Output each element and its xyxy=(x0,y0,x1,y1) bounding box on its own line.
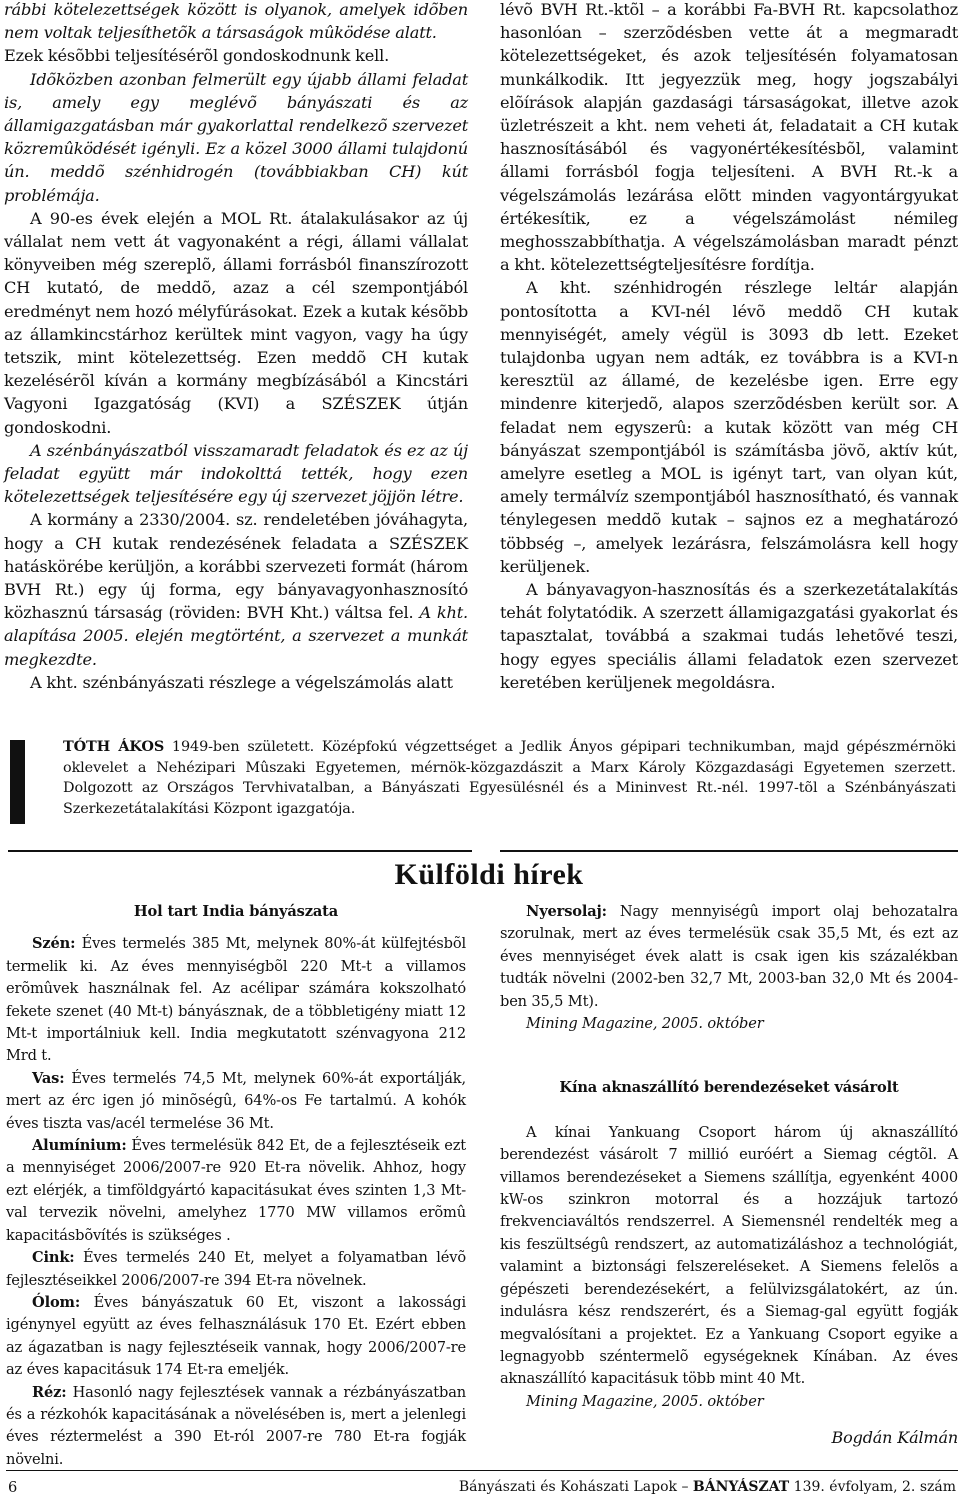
paragraph: Ezek késõbbi teljesítésérõl gondoskodnunk kell. xyxy=(4,46,390,66)
paragraph: A 90-es évek elején a MOL Rt. átalakulásakor az új vállalat nem vett át vagyonaként a régi, állami vállalat könyveiben még szereplõ, állami forrásból finanszírozott CH kutató, de meddõ, azaz a cél szempontjából eredményt nem hozó mélyfúrásokat. Ezek a kutak késõbb az államkincstárhoz kerültek mint vagyon, vagy ha úgy tetszik, mint kötelezettség. Ezen meddõ CH kutak kezelésérõl kíván a kormány megbízásából a Kincstári Vagyoni Igazgatóság (KVI) a SZÉSZEK útján gondoskodni. xyxy=(4,208,468,437)
source-citation: Mining Magazine, 2005. október xyxy=(526,1392,764,1410)
journal-prefix: Bányászati és Kohászati Lapok – xyxy=(458,1479,693,1495)
news-section-title: Külföldi hírek xyxy=(380,858,598,892)
text-span: A kht. alapítása 2005. elején megtörtént, a szervezet a munkát megkezdte. xyxy=(4,603,468,669)
item-label: Réz: xyxy=(32,1383,67,1401)
news-item xyxy=(6,1135,466,1247)
text-span: Ez a közel 3000 állami tulajdonú ún. meddõ szénhidrogén (továbbiakban CH) kút problémája. xyxy=(4,139,469,205)
item-text: Éves termelésük 842 Et, de a fejlesztéseik ezt a mennyiséget 2006/2007-re 920 Et-ra növelik. Ahhoz, hogy ezt elérjék, a timföldgyártó kapacitásukat éves szinten 1,3 Mt-val tervezik növelni, amelyhez 1770 MW villamos erõmû kapacitásbõvítés is szükséges . xyxy=(6,1137,466,1244)
item-label: Vas: xyxy=(32,1069,65,1087)
news-item xyxy=(6,933,466,1067)
news-paragraph: A kínai Yankuang Csoport három új aknaszállító berendezést vásárolt 7 millió euróért a Siemag cégtõl. A villamos berendezéseket a Siemens szállítja, egyenként 4000 kW-os szinkron motorral és a hozzájuk tartozó frekvenciaváltós rendszerrel. A Siemensnél rendelték meg a kis feszültségû rendszert, az automatizáláshoz a technológiát, valamint a biztonsági felszereléseket. A Siemens felelõs a gépészeti berendezésekért, a felülvizsgálatokért, az ún. indulásra kész rendszerért, és a Siemag-gal együtt fogják megvalósítani a projektet. Ez a Yankuang Csoport egyike a legnagyobb széntermelõ egységeknek Kínában. Az éves aknaszállító kapacitásuk több mint 40 Mt. xyxy=(500,1123,958,1388)
paragraph: A szénbányászatból visszamaradt feladatok és ez az új feladat együtt már indokolttá tették, hogy ezen kötelezettségek teljesítésére egy új szervezet jöjjön létre. xyxy=(4,440,468,507)
bio-marker-bar xyxy=(10,740,25,824)
journal-issue: 139. évfolyam, 2. szám xyxy=(789,1479,956,1495)
text-span: Idõközben azonban felmerült egy újabb állami feladat is, amely egy meglévõ bányászati és az államigazgatásban már gyakorlattal rendelkezõ szervezet közremûködését igényli. xyxy=(4,69,468,159)
india-heading: Hol tart India bányászata xyxy=(133,903,339,920)
item-label: Cink: xyxy=(32,1249,75,1267)
item-text: Éves termelés 74,5 Mt, melynek 60%-át exportálják, mert az érc igen jó minõségû, 64%-os Fe tartalmú. A kohók éves tiszta vas/acél termelése 36 Mt. xyxy=(6,1069,466,1132)
china-heading: Kína aknaszállító berendezéseket vásárolt xyxy=(559,1079,899,1097)
news-item xyxy=(6,1247,466,1292)
text-span: rábbi kötelezettségek között is olyanok, amelyek idõben nem voltak teljesíthetõk a társaságok mûködése alatt. xyxy=(4,0,468,43)
source-citation: Mining Magazine, 2005. október xyxy=(526,1015,764,1033)
paragraph xyxy=(4,508,468,670)
author-bio-text: 1949-ben született. Középfokú végzettséget a Jedlik Ányos gépipari technikumban, majd gépészmérnöki oklevelet a Nehézipari Mûszaki Egyetemen, mérnök-közgazdászit a Marx Károly Közgazdasági Egyetemen szerzett. Dolgozott az Országos Tervhivatalban, a Bányászati Egyesülésnél és a Mininvest Rt.-nél. 1997-tõl a Szénbányászati Szerkezetátalakítási Központ igazgatója. xyxy=(63,739,957,817)
item-label: Nyersolaj: xyxy=(526,903,607,920)
india-news-column xyxy=(6,901,466,1471)
news-item xyxy=(6,1068,466,1135)
paragraph xyxy=(4,68,468,207)
paragraph: A kht. szénhidrogén részlege leltár alapján pontosította a KVI-nél lévõ meddõ CH kutak mennyiségét, amely végül is 3093 db lett. Ezeket tulajdonba ugyan nem adták, ez továbbra is a KVI-n keresztül az államé, de kezelésbe igen. Erre egy mindenre kiterjedõ, alapos szerzõdésben került sor. A feladat nem egyszerû: a kutak között van még CH bányászat szempontjából is számításba jövõ, aktív kút, amelyre esetleg a MOL is igényt tart, van olyan kút, amely termálvíz szempontjából hasznosítható, és vannak ténylegesen meddõ kutak – sajnos ez a meghatározó többség –, amelyek lezárásra, felszámolásra kell hogy kerüljenek. xyxy=(500,278,958,576)
item-label: Szén: xyxy=(32,935,76,953)
news-column-right xyxy=(500,901,958,1450)
page-number: 6 xyxy=(8,1479,18,1496)
footer-rule xyxy=(6,1470,958,1471)
text-span: A kormány a 2330/2004. sz. rendeletében jóváhagyta, hogy a CH kutak rendezésének feladata a SZÉSZEK hatáskörébe kerüljön, a korábbi szervezeti formát (három BVH Rt.) egy új forma, egy bányavagyonhasznosító közhasznú társaság (röviden: BVH Kht.) váltsa fel. xyxy=(4,510,468,623)
item-label: Ólom: xyxy=(32,1293,81,1311)
item-text: Nagy mennyiségû import olaj behozatalra szorulnak, mert az éves termelésük csak 35,5 Mt, és ezt az éves mennyiséget évek alatt is csak igen kis százalékban tudták növelni (2002-ben 32,7 Mt, 2003-ban 32,0 Mt és 2004-ben 35,5 Mt). xyxy=(500,903,958,1010)
article-column-right xyxy=(500,0,958,694)
article-column-left xyxy=(4,0,468,694)
item-text: Éves termelés 385 Mt, melynek 80%-át külfejtésbõl termelik ki. Az éves mennyiségbõl 220 Mt-t a villamos erõmûvek használnak fel. Az acélipar számára kokszolható fekete szenet (40 Mt-t) bányásznak, de a többletigény miatt 12 Mt-t importálniuk kell. India megkutatott szénvagyona 212 Mrd t. xyxy=(6,935,466,1065)
item-label: Alumínium: xyxy=(32,1137,127,1155)
journal-footer xyxy=(459,1479,956,1495)
news-item xyxy=(6,1382,466,1472)
section-rule xyxy=(8,850,472,852)
paragraph: A kht. szénbányászati részlege a végelszámolás alatt xyxy=(30,672,453,692)
item-text: Éves termelés 240 Et, melyet a folyamatban lévõ fejlesztéseikkel 2006/2007-re 394 Et-ra növelnek. xyxy=(6,1249,466,1289)
item-text: Hasonló nagy fejlesztések vannak a rézbányászatban és a rézkohók kapacitásának a növelésében is, mert a jelenlegi éves réztermelést a 390 Et-ról 2007-re 780 Et-ra fogják növelni. xyxy=(6,1383,466,1468)
author-bio xyxy=(63,737,956,819)
news-item xyxy=(500,901,958,1013)
paragraph: lévõ BVH Rt.-ktõl – a korábbi Fa-BVH Rt. kapcsolathoz hasonlóan – szerzõdésben vette át a megmaradt kötelezettségeket, és azok teljesítésén folyamatosan munkálkodik. Itt jegyezzük meg, hogy jogszabályi elõírások alapján gazdasági társaságokat, illetve azok üzletrészeit a kht. nem veheti át, feladatait a CH kutak hasznosításából és vagyonértékesítésbõl, valamint állami forrásból fogja teljesíteni. A BVH Rt.-k a végelszámolás lezárása elõtt minden vagyontárgyukat értékesítik, ez a végelszámolást némileg meghosszabbíthatja. A végelszámolásban maradt pénzt a kht. kötelezettségteljesítésre fordítja. xyxy=(500,0,958,275)
author-name: TÓTH ÁKOS xyxy=(63,738,165,755)
paragraph xyxy=(4,0,468,44)
journal-name: BÁNYÁSZAT xyxy=(692,1479,790,1495)
news-item xyxy=(6,1292,466,1382)
news-author: Bogdán Kálmán xyxy=(831,1428,958,1448)
item-text: Éves bányászatuk 60 Et, viszont a lakossági igénynyel együtt az éves felhasználásuk 170 Et. Ezért ebben az ágazatban is nagy fejlesztéseik vannak, hogy 2006/2007-re az éves kapacitásuk 174 Et-ra emeljék. xyxy=(6,1293,466,1379)
section-rule xyxy=(500,850,958,852)
paragraph: A bányavagyon-hasznosítás és a szerkezetátalakítás tehát folytatódik. A szerzett államigazgatási gyakorlat és tapasztalat, továbbá a szakmai tudás lehetõvé teszi, hogy egyes speciális állami feladatok ezen szervezet keretében kerüljenek megoldásra. xyxy=(500,580,958,692)
